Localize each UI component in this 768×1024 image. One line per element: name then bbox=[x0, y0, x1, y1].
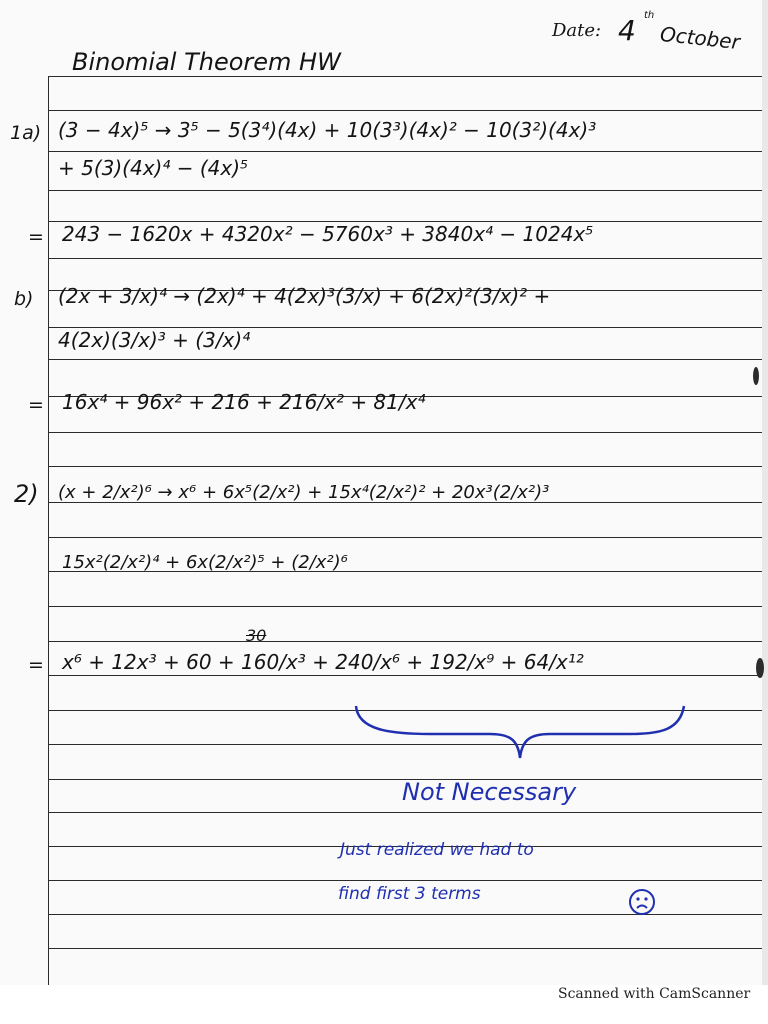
work-line: (3 − 4x)⁵ → 3⁵ − 5(3⁴)(4x) + 10(3³)(4x)² − 10(3²)(4x)³ bbox=[58, 118, 597, 142]
ruled-line bbox=[48, 641, 768, 642]
date-label: Date: bbox=[552, 20, 602, 41]
realized-note-line1: Just realized we had to bbox=[340, 840, 534, 860]
ruled-line bbox=[48, 466, 768, 467]
work-line: 4(2x)(3/x)³ + (3/x)⁴ bbox=[58, 328, 251, 352]
ruled-line bbox=[48, 675, 768, 676]
ruled-line bbox=[48, 359, 768, 360]
ruled-line bbox=[48, 76, 768, 77]
scanner-watermark: Scanned with CamScanner bbox=[558, 986, 751, 1002]
equals-label: = bbox=[28, 654, 44, 676]
work-line: 243 − 1620x + 4320x² − 5760x³ + 3840x⁴ − 1024x⁵ bbox=[62, 222, 594, 246]
sad-face-icon bbox=[628, 888, 656, 916]
date-suffix: th bbox=[644, 10, 655, 21]
date-day: 4 bbox=[618, 14, 636, 47]
ruled-line bbox=[48, 914, 768, 915]
work-line: (2x + 3/x)⁴ → (2x)⁴ + 4(2x)³(3/x) + 6(2x)²(3/x)² + bbox=[58, 284, 551, 308]
ruled-line bbox=[48, 151, 768, 152]
work-line: 15x²(2/x²)⁴ + 6x(2/x²)⁵ + (2/x²)⁶ bbox=[62, 552, 348, 573]
ruled-line bbox=[48, 606, 768, 607]
work-line: (x + 2/x²)⁶ → x⁶ + 6x⁵(2/x²) + 15x⁴(2/x²)² + 20x³(2/x²)³ bbox=[58, 482, 550, 503]
ruled-line bbox=[48, 880, 768, 881]
not-necessary-note: Not Necessary bbox=[402, 778, 577, 806]
ruled-line bbox=[48, 190, 768, 191]
work-line: 16x⁴ + 96x² + 216 + 216/x² + 81/x⁴ bbox=[62, 390, 426, 414]
ruled-line bbox=[48, 258, 768, 259]
margin-line bbox=[48, 76, 49, 985]
binder-edge bbox=[748, 0, 768, 985]
ruled-line bbox=[48, 432, 768, 433]
question-label: b) bbox=[14, 288, 34, 310]
page-title: Binomial Theorem HW bbox=[72, 48, 341, 76]
struck-value: 30 bbox=[246, 626, 267, 645]
ruled-line bbox=[48, 812, 768, 813]
work-line: x⁶ + 12x³ + 60 + 160/x³ + 240/x⁶ + 192/x⁹ + 64/x¹² bbox=[62, 650, 584, 674]
date-month: October bbox=[658, 21, 742, 55]
brace-mark bbox=[350, 700, 690, 770]
ruled-line bbox=[48, 948, 768, 949]
question-label: 1a) bbox=[10, 122, 42, 144]
equals-label: = bbox=[28, 394, 44, 416]
question-label: 2) bbox=[14, 480, 39, 508]
ruled-line bbox=[48, 110, 768, 111]
equals-label: = bbox=[28, 226, 44, 248]
realized-note-line2: find first 3 terms bbox=[338, 884, 481, 904]
ruled-line bbox=[48, 537, 768, 538]
work-line: + 5(3)(4x)⁴ − (4x)⁵ bbox=[58, 156, 249, 180]
